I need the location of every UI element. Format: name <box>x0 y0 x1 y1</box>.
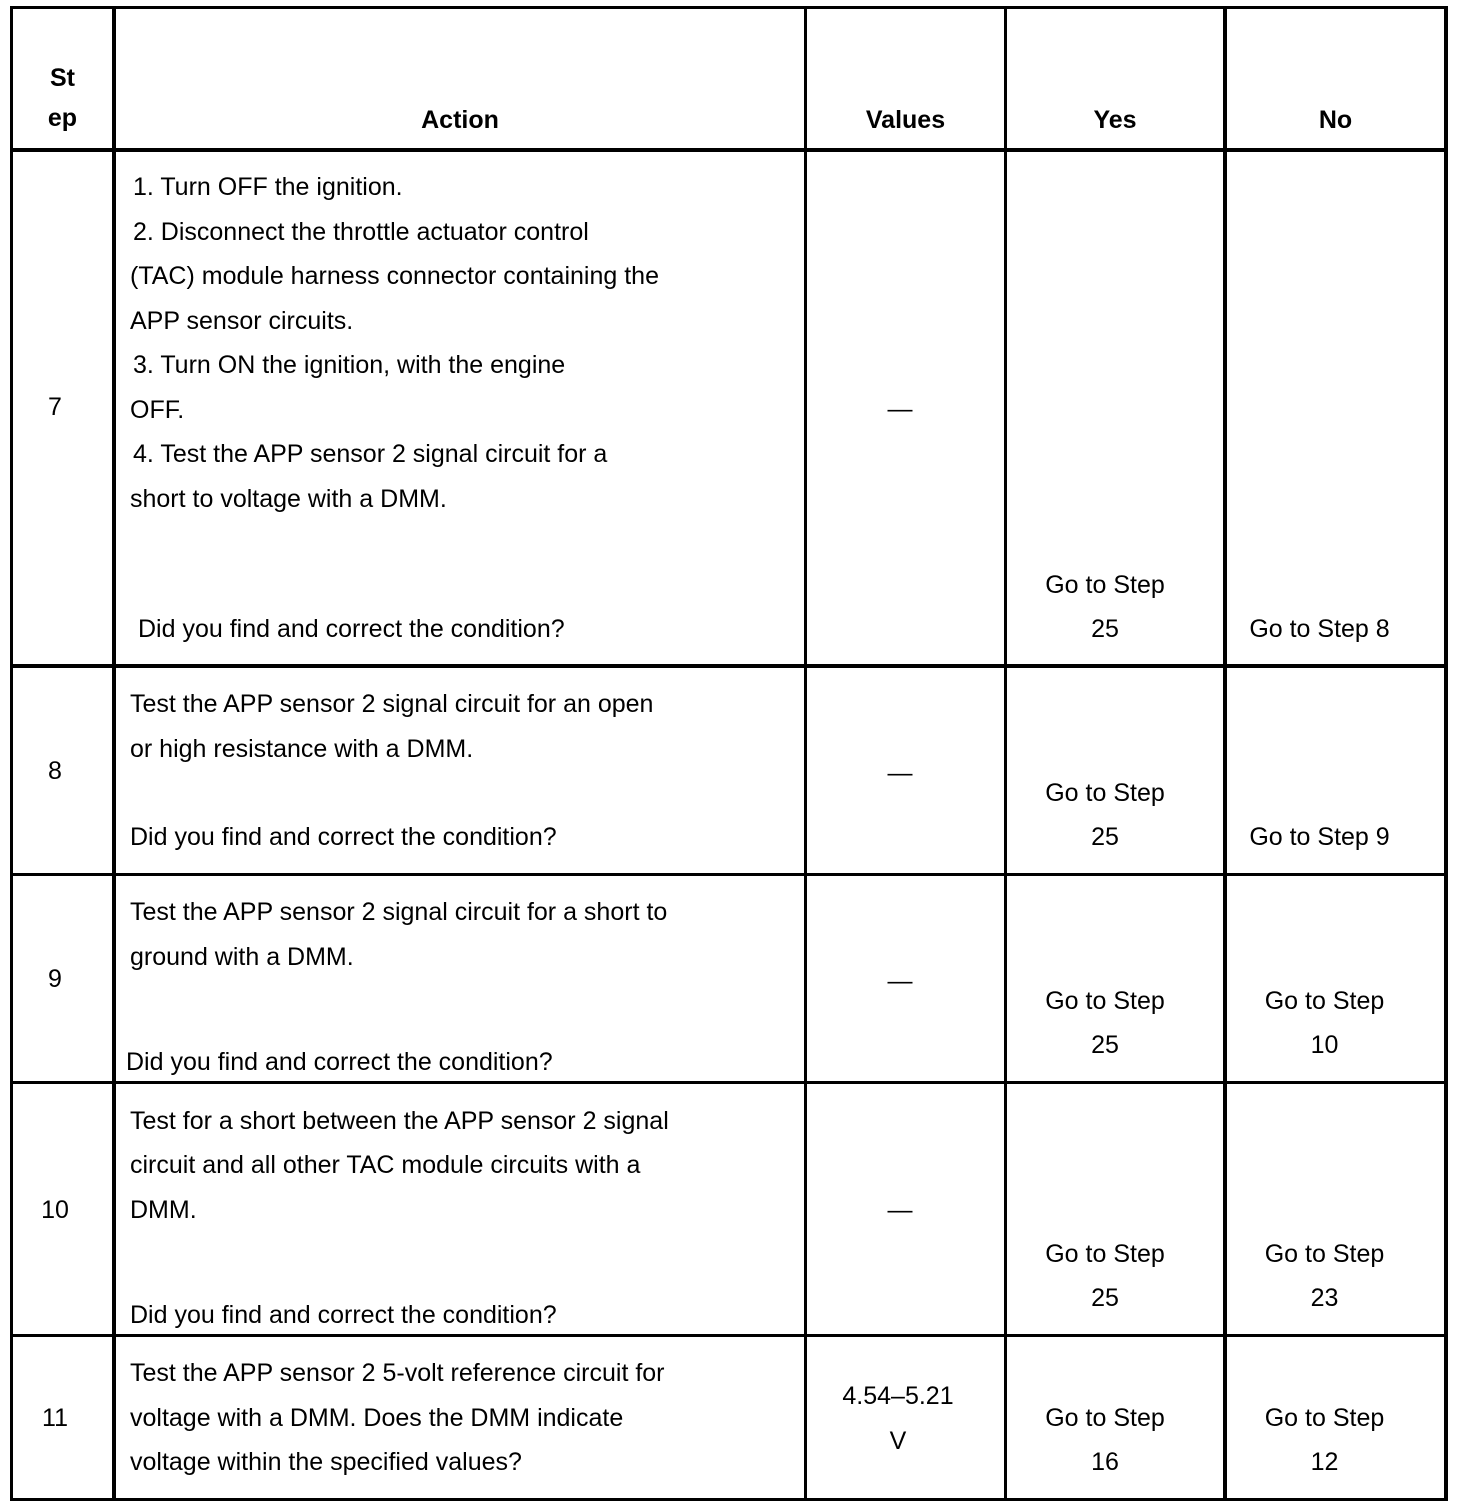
action-line: circuit and all other TAC module circuits with a <box>130 1151 641 1179</box>
step-number: 10 <box>41 1196 69 1224</box>
yes-line: Go to Step <box>1045 987 1165 1015</box>
action-line: Test the APP sensor 2 signal circuit for a short to <box>130 898 668 926</box>
action-question: Did you find and correct the condition? <box>138 615 565 643</box>
yes-line: 25 <box>1091 1031 1119 1059</box>
step-number: 8 <box>48 757 62 785</box>
no-line: 10 <box>1310 1031 1339 1059</box>
action-line: Test the APP sensor 2 5-volt reference circuit for <box>130 1359 665 1387</box>
no-line: 12 <box>1310 1448 1339 1476</box>
row-divider <box>10 873 1448 876</box>
no-line: 23 <box>1310 1284 1339 1312</box>
action-line: 1. Turn OFF the ignition. <box>133 173 403 201</box>
step-number: 9 <box>48 965 62 993</box>
action-line: 4. Test the APP sensor 2 signal circuit for a <box>133 440 608 468</box>
column-divider <box>112 6 116 1501</box>
yes-line: 25 <box>1091 1284 1119 1312</box>
action-line: voltage with a DMM. Does the DMM indicate <box>130 1404 624 1432</box>
action-line: 2. Disconnect the throttle actuator control <box>133 218 589 246</box>
row-divider <box>10 664 1448 668</box>
action-line: ground with a DMM. <box>130 943 354 971</box>
value-cell: — <box>887 395 913 423</box>
action-line: or high resistance with a DMM. <box>130 735 474 763</box>
value-cell: — <box>887 1196 913 1224</box>
action-line: APP sensor circuits. <box>130 307 354 335</box>
action-line: Test for a short between the APP sensor 2 signal <box>130 1107 669 1135</box>
no-line: Go to Step <box>1264 1240 1385 1268</box>
action-line: voltage within the specified values? <box>130 1448 522 1476</box>
value-cell: 4.54–5.21 V <box>842 1382 954 1455</box>
no-line: Go to Step <box>1264 987 1385 1015</box>
table-border-top <box>10 6 1448 9</box>
action-line: Test the APP sensor 2 signal circuit for an open <box>130 690 654 718</box>
action-line: short to voltage with a DMM. <box>130 485 447 513</box>
action-line: 3. Turn ON the ignition, with the engine <box>133 351 566 379</box>
yes-line: Go to Step <box>1045 571 1165 599</box>
header-action: Action <box>421 106 499 134</box>
yes-line: 25 <box>1091 823 1119 851</box>
header-no: No <box>1318 106 1353 134</box>
no-line: Go to Step 9 <box>1249 823 1390 851</box>
action-line: DMM. <box>130 1196 197 1224</box>
no-line: Go to Step <box>1264 1404 1385 1432</box>
yes-line: Go to Step <box>1045 1240 1165 1268</box>
value-cell: — <box>887 759 913 787</box>
action-question: Did you find and correct the condition? <box>126 1048 553 1076</box>
yes-line: 25 <box>1091 615 1119 643</box>
value-cell: — <box>887 967 913 995</box>
yes-line: 16 <box>1091 1448 1119 1476</box>
no-line: Go to Step 8 <box>1249 615 1390 643</box>
yes-line: Go to Step <box>1045 1404 1165 1432</box>
action-question: Did you find and correct the condition? <box>130 823 557 851</box>
header-values: Values <box>865 106 946 134</box>
step-number: 7 <box>48 393 62 421</box>
table-border-bottom <box>10 1498 1448 1501</box>
action-line: (TAC) module harness connector containing the <box>130 262 659 290</box>
yes-line: Go to Step <box>1045 779 1165 807</box>
step-number: 11 <box>42 1404 68 1432</box>
action-question: Did you find and correct the condition? <box>130 1301 557 1329</box>
header-step: St ep <box>47 64 78 132</box>
header-yes: Yes <box>1093 106 1137 134</box>
action-line: OFF. <box>130 396 185 424</box>
header-divider <box>10 148 1448 152</box>
table-border-right <box>1444 6 1448 1501</box>
